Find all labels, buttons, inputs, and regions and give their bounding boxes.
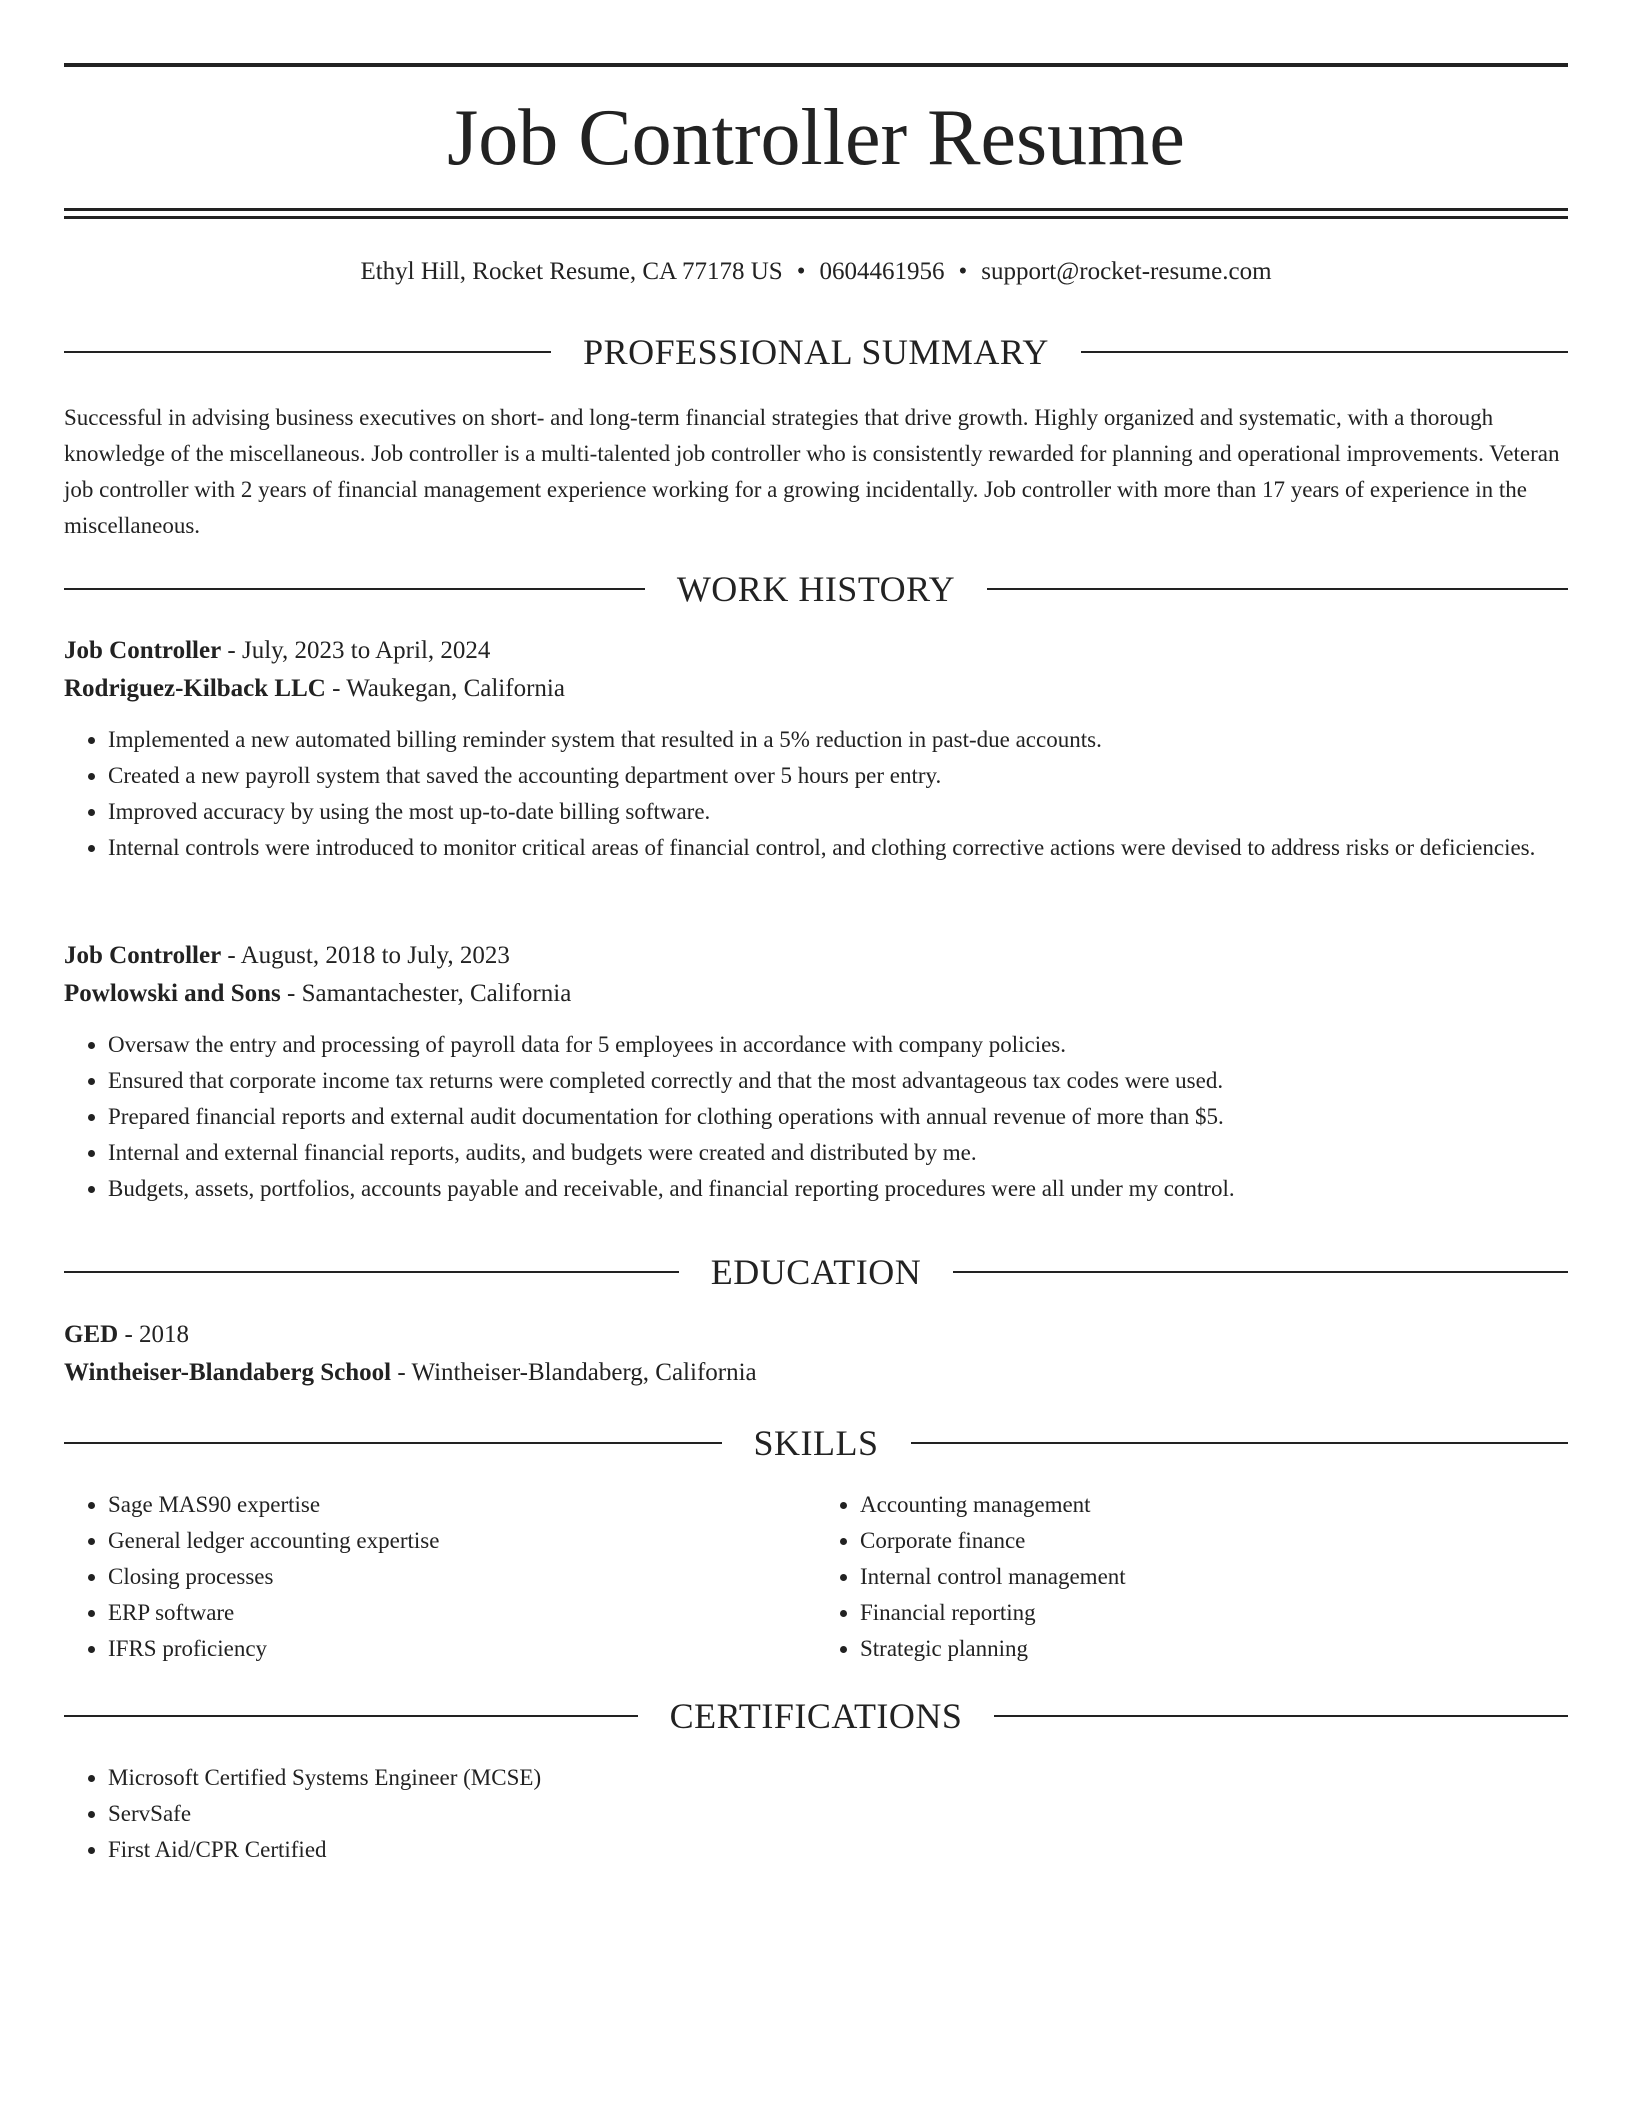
contact-phone: 0604461956 xyxy=(819,258,945,285)
title-double-rule-lower xyxy=(64,216,1568,219)
job-entry xyxy=(64,632,1568,866)
divider-line xyxy=(64,588,645,590)
skill-item: • IFRS proficiency xyxy=(108,1631,816,1667)
job-bullets xyxy=(64,1027,1568,1207)
job-location: - Samantachester, California xyxy=(280,980,572,1007)
contact-separator: • xyxy=(796,258,806,285)
certification-item: • Microsoft Certified Systems Engineer (MCSE) xyxy=(108,1760,1568,1796)
contact-separator: • xyxy=(958,258,968,285)
skill-item: • Accounting management xyxy=(860,1487,1568,1523)
job-company: Rodriguez-Kilback LLC xyxy=(64,675,326,702)
resume-title: Job Controller Resume xyxy=(447,94,1185,182)
list-item: • Improved accuracy by using the most up-to-date billing software. xyxy=(108,794,1568,830)
certification-item: • First Aid/CPR Certified xyxy=(108,1832,1568,1868)
skills-column-right xyxy=(816,1487,1568,1667)
job-dates: - August, 2018 to July, 2023 xyxy=(221,942,510,969)
section-header-summary xyxy=(64,330,1568,374)
job-entry xyxy=(64,937,1568,1207)
list-item: • Internal and external financial reports, audits, and budgets were created and distributed by me. xyxy=(108,1135,1568,1171)
section-title: PROFESSIONAL SUMMARY xyxy=(583,332,1049,372)
education-degree: GED xyxy=(64,1321,119,1348)
divider-line xyxy=(987,588,1568,590)
divider-line xyxy=(64,1442,722,1444)
list-item: • Ensured that corporate income tax returns were completed correctly and that the most advantageous tax codes were used. xyxy=(108,1063,1568,1099)
section-header-skills xyxy=(64,1421,1568,1465)
job-title-line xyxy=(64,937,1568,975)
section-header-education xyxy=(64,1250,1568,1294)
contact-address: Ethyl Hill, Rocket Resume, CA 77178 US xyxy=(360,258,783,285)
summary-text: Successful in advising business executives on short- and long-term financial strategies that drive growth. Highly organized and systematic, with a thorough knowledge of the miscellaneous. Job controller is a multi-talented job controller who is consistently rewarded for planning and operational improvements. Veteran job controller with 2 years of financial management experience working for a growing incidentally. Job controller with more than 17 years of experience in the miscellaneous. xyxy=(64,405,1560,538)
job-location: - Waukegan, California xyxy=(325,675,565,702)
job-title: Job Controller xyxy=(64,942,222,969)
skill-item: • Sage MAS90 expertise xyxy=(108,1487,816,1523)
skills-column-left xyxy=(64,1487,816,1667)
skill-item: • General ledger accounting expertise xyxy=(108,1523,816,1559)
skills-list xyxy=(64,1487,1568,1667)
job-company-line xyxy=(64,975,1568,1013)
education-year: - 2018 xyxy=(118,1321,190,1348)
job-bullets xyxy=(64,722,1568,866)
skill-item: • Strategic planning xyxy=(860,1631,1568,1667)
education-location: - Wintheiser-Blandaberg, California xyxy=(391,1359,757,1386)
divider-line xyxy=(953,1271,1568,1273)
section-title: WORK HISTORY xyxy=(676,569,956,609)
certification-item: • ServSafe xyxy=(108,1796,1568,1832)
job-title-line xyxy=(64,632,1568,670)
skill-item: • Corporate finance xyxy=(860,1523,1568,1559)
contact-email: support@rocket-resume.com xyxy=(981,258,1272,285)
section-title: CERTIFICATIONS xyxy=(669,1696,963,1736)
list-item: • Internal controls were introduced to monitor critical areas of financial control, and clothing corrective actions were devised to address risks or deficiencies. xyxy=(108,830,1568,866)
job-dates: - July, 2023 to April, 2024 xyxy=(221,637,491,664)
skill-item: • Closing processes xyxy=(108,1559,816,1595)
list-item: • Oversaw the entry and processing of payroll data for 5 employees in accordance with company policies. xyxy=(108,1027,1568,1063)
skill-item: • Financial reporting xyxy=(860,1595,1568,1631)
education-school-line xyxy=(64,1354,1568,1392)
divider-line xyxy=(911,1442,1569,1444)
section-title: EDUCATION xyxy=(710,1252,922,1292)
list-item: • Budgets, assets, portfolios, accounts payable and receivable, and financial reporting procedures were all under my control. xyxy=(108,1171,1568,1207)
divider-line xyxy=(64,351,551,353)
top-rule xyxy=(64,63,1568,67)
divider-line xyxy=(64,1715,638,1717)
title-double-rule-upper xyxy=(64,208,1568,211)
skill-item: • Internal control management xyxy=(860,1559,1568,1595)
education-degree-line xyxy=(64,1316,1568,1354)
job-company: Powlowski and Sons xyxy=(64,980,281,1007)
divider-line xyxy=(994,1715,1568,1717)
certifications-list xyxy=(64,1760,1568,1868)
education-entry xyxy=(64,1316,1568,1392)
skill-item: • ERP software xyxy=(108,1595,816,1631)
education-school: Wintheiser-Blandaberg School xyxy=(64,1359,392,1386)
job-title: Job Controller xyxy=(64,637,222,664)
divider-line xyxy=(1081,351,1568,353)
list-item: • Created a new payroll system that saved the accounting department over 5 hours per entry. xyxy=(108,758,1568,794)
section-header-certifications xyxy=(64,1694,1568,1738)
divider-line xyxy=(64,1271,679,1273)
job-company-line xyxy=(64,670,1568,708)
list-item: • Implemented a new automated billing reminder system that resulted in a 5% reduction in past-due accounts. xyxy=(108,722,1568,758)
contact-line xyxy=(64,254,1568,290)
section-title: SKILLS xyxy=(753,1423,879,1463)
section-header-work xyxy=(64,567,1568,611)
list-item: • Prepared financial reports and external audit documentation for clothing operations with annual revenue of more than $5. xyxy=(108,1099,1568,1135)
